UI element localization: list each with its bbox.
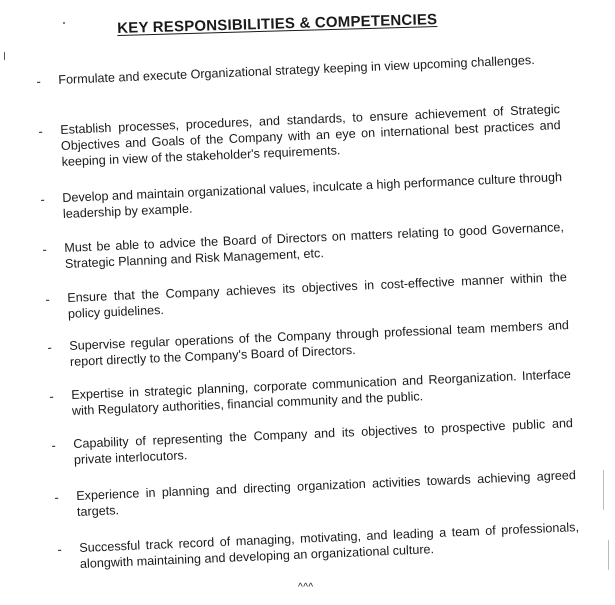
list-item-text: Must be able to advice the Board of Directors on matters relating to good Governance, Strategic Planning and Risk Management, etc. — [64, 220, 565, 271]
list-item-text: Establish processes, procedures, and standards, to ensure achievement of Strategic Objectives and Goals of the Company with an eye on international best practices and keeping in view of the stakeholder's requirements. — [60, 102, 561, 169]
list-item — [42, 219, 565, 272]
list-item — [36, 51, 558, 89]
list-item — [47, 317, 570, 370]
list-item-text: Capability of representing the Company and its objectives to prospective public and private interlocutors. — [73, 416, 574, 467]
list-item-text: Experience in planning and directing organization activities towards achieving agreed targets. — [76, 468, 577, 519]
footer-mark: ^^^ — [298, 582, 314, 593]
page-title: KEY RESPONSIBILITIES & COMPETENCIES — [117, 11, 438, 37]
list-item — [38, 101, 562, 170]
bullet-dash: - — [54, 489, 60, 505]
list-item-text: Develop and maintain organizational values, inculcate a high performance culture through leadership by example. — [62, 170, 563, 221]
list-item-text: Supervise regular operations of the Company through professional team members and report directly to the Company's Board of Directors. — [69, 318, 570, 369]
bullet-dash: - — [38, 123, 44, 139]
bullet-dash: - — [42, 241, 48, 257]
bullet-dash: - — [45, 291, 51, 307]
list-item — [51, 415, 574, 468]
list-item-text: Ensure that the Company achieves its objectives in cost-effective manner within the policy guidelines. — [67, 270, 568, 321]
list-item — [49, 366, 572, 419]
list-item — [54, 467, 577, 520]
scan-speck — [608, 540, 609, 570]
list-item — [57, 519, 580, 572]
bullet-dash: - — [49, 388, 55, 404]
scan-speck — [603, 470, 604, 510]
bullet-dash: - — [40, 191, 46, 207]
bullet-dash: - — [57, 541, 63, 557]
list-item-text: Expertise in strategic planning, corporate communication and Reorganization. Interface with Regulatory authorities, financial community and the public. — [71, 367, 572, 418]
list-item — [45, 269, 568, 322]
bullet-dash: - — [47, 339, 53, 355]
bullet-dash: - — [36, 73, 42, 89]
scan-speck — [4, 52, 5, 60]
list-item-text: Formulate and execute Organizational strategy keeping in view upcoming challenges. — [58, 53, 535, 87]
list-item-text: Successful track record of managing, motivating, and leading a team of professionals, alongwith maintaining and developing an organizational culture. — [79, 520, 580, 571]
list-item — [40, 169, 563, 222]
bullet-dash: - — [51, 437, 57, 453]
scan-speck — [63, 22, 65, 24]
